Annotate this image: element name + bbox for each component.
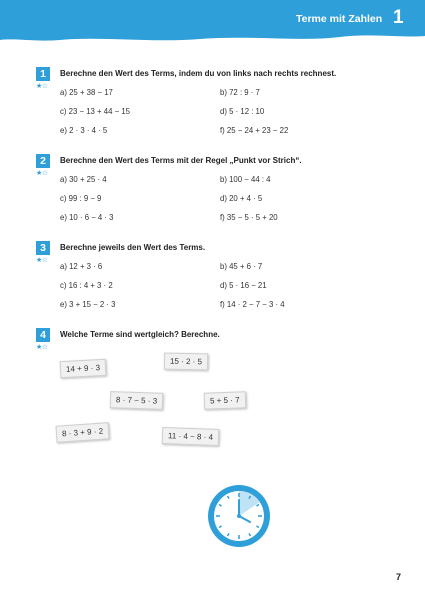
exercise-item: f) 14 · 2 − 7 − 3 · 4 <box>220 300 285 309</box>
exercise-item: b) 100 − 44 : 4 <box>220 175 271 184</box>
exercise-item: b) 45 + 6 · 7 <box>220 262 263 271</box>
term-card: 8 · 3 + 9 · 2 <box>55 422 109 443</box>
exercise-item: e) 2 · 3 · 4 · 5 <box>60 126 108 135</box>
term-card: 8 · 7 − 5 · 3 <box>110 391 164 410</box>
exercise-item: d) 5 · 16 − 21 <box>220 281 267 290</box>
task-number-badge: 4 <box>36 328 50 342</box>
header-band <box>0 0 425 44</box>
difficulty-stars-icon: ★☆ <box>36 170 48 177</box>
exercise-item: f) 25 − 24 + 23 − 22 <box>220 126 289 135</box>
exercise-item: b) 72 : 9 · 7 <box>220 88 260 97</box>
task-number-badge: 2 <box>36 154 50 168</box>
page-number: 7 <box>396 572 402 582</box>
exercise-item: c) 99 : 9 − 9 <box>60 194 102 203</box>
task-instruction: Berechne den Wert des Terms mit der Regel „Punkt vor Strich“. <box>60 156 302 165</box>
task-number-badge: 3 <box>36 241 50 255</box>
clock-icon <box>207 484 271 548</box>
exercise-item: f) 35 − 5 · 5 + 20 <box>220 213 278 222</box>
term-card: 5 + 5 · 7 <box>204 391 246 409</box>
exercise-item: a) 12 + 3 · 6 <box>60 262 103 271</box>
exercise-item: c) 23 − 13 + 44 − 15 <box>60 107 131 116</box>
term-card: 15 · 2 · 5 <box>164 353 208 371</box>
difficulty-stars-icon: ★☆ <box>36 257 48 264</box>
chapter-number: 1 <box>393 7 404 28</box>
difficulty-stars-icon: ★☆ <box>36 344 48 351</box>
exercise-item: a) 25 + 38 − 17 <box>60 88 113 97</box>
chapter-title: Terme mit Zahlen <box>296 13 383 25</box>
task-instruction: Berechne den Wert des Terms, indem du von links nach rechts rechnest. <box>60 69 337 78</box>
task-number-badge: 1 <box>36 67 50 81</box>
exercise-item: c) 16 : 4 + 3 · 2 <box>60 281 113 290</box>
term-card: 11 · 4 − 8 · 4 <box>162 427 220 446</box>
term-card: 14 + 9 · 3 <box>60 359 107 378</box>
exercise-item: d) 5 · 12 : 10 <box>220 107 265 116</box>
exercise-item: d) 20 + 4 · 5 <box>220 194 263 203</box>
exercise-item: e) 10 · 6 − 4 · 3 <box>60 213 114 222</box>
exercise-item: e) 3 + 15 − 2 · 3 <box>60 300 116 309</box>
task-instruction: Berechne jeweils den Wert des Terms. <box>60 243 206 252</box>
task-instruction: Welche Terme sind wertgleich? Berechne. <box>60 330 220 339</box>
difficulty-stars-icon: ★☆ <box>36 83 48 90</box>
exercise-item: a) 30 + 25 · 4 <box>60 175 107 184</box>
